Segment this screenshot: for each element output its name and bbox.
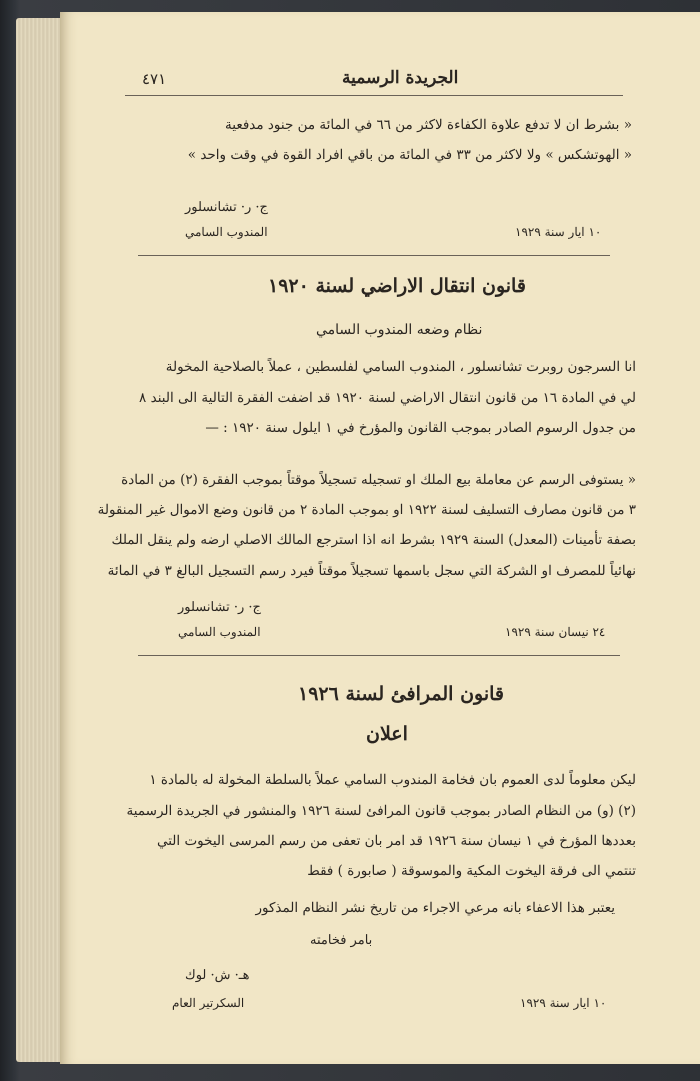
s3-para1-line-1: ليكن معلوماً لدى العموم بان فخامة المندوب السامي عملاً بالسلطة المخولة له بالمادة ١ [149, 772, 636, 788]
s1-date: ١٠ ايار سنة ١٩٢٩ [515, 225, 602, 239]
s2-rule [138, 655, 620, 656]
s2-para1-line-2: لي في المادة ١٦ من قانون انتقال الاراضي لسنة ١٩٢٠ قد اضفت الفقرة التالية الى البند ٨ [139, 390, 636, 406]
page-number: ٤٧١ [142, 70, 167, 88]
s1-rule [138, 255, 610, 256]
s3-para1-line-4: تنتمي الى فرقة اليخوت المكية والموسوقة ( صابورة ) فقط [307, 863, 636, 879]
s2-para2-line-4: نهائياً للمصرف او الشركة التي سجل باسمها تسجيلاً موقتاً فيرد رسم التسجيل البالغ ٣ في المائة [107, 563, 636, 579]
s2-para1-line-3: من جدول الرسوم الصادر بموجب القانون والمؤرخ في ١ ايلول سنة ١٩٢٠ : — [205, 420, 636, 436]
s1-line-1: « بشرط ان لا تدفع علاوة الكفاءة لاكثر من ٦٦ في المائة من جنود مدفعية [225, 117, 632, 133]
s3-date: ١٠ ايار سنة ١٩٢٩ [520, 996, 607, 1010]
s2-para2-line-1: « يستوفى الرسم عن معاملة بيع الملك او تسجيله تسجيلاً موقتاً بموجب الفقرة (٢) من المادة [121, 472, 636, 488]
s3-para1-line-2: (٢) (و) من النظام الصادر بموجب قانون المرافئ لسنة ١٩٢٦ والمنشور في الجريدة الرسمية [126, 803, 636, 819]
s2-date: ٢٤ نيسان سنة ١٩٢٩ [505, 625, 606, 639]
header-rule [125, 95, 623, 96]
s1-signer-name: ج· ر· تشانسلور [185, 200, 268, 215]
s3-para1-line-3: بعددها المؤرخ في ١ نيسان سنة ١٩٢٦ قد امر بان تعفى من رسم المرسى اليخوت التي [156, 833, 636, 849]
s3-signer-name: هـ· ش· لوك [185, 968, 250, 983]
s1-signer-title: المندوب السامي [185, 225, 268, 239]
s3-para2: يعتبر هذا الاعفاء بانه مرعي الاجراء من تاريخ نشر النظام المذكور [255, 900, 615, 916]
journal-title: الجريدة الرسمية [342, 68, 459, 88]
s1-line-2: « الهوتشكس » ولا لاكثر من ٣٣ في المائة من باقي افراد القوة في وقت واحد » [187, 147, 632, 163]
s3-by-order: بامر فخامته [310, 933, 373, 948]
s2-para1-line-1: انا السرجون روبرت تشانسلور ، المندوب السامي لفلسطين ، عملاً بالصلاحية المخولة [165, 359, 636, 375]
s2-signer-title: المندوب السامي [178, 625, 261, 639]
s2-para2-line-2: ٣ من قانون مصارف التسليف لسنة ١٩٢٢ او بموجب المادة ٢ من قانون وضع الاموال غير المنقولة [97, 502, 636, 518]
document-page [60, 12, 700, 1064]
s2-title: قانون انتقال الاراضي لسنة ١٩٢٠ [268, 275, 526, 297]
s2-signer-name: ج· ر· تشانسلور [178, 600, 261, 615]
s3-signer-title: السكرتير العام [172, 996, 245, 1010]
s3-subtitle: اعلان [366, 723, 408, 745]
s3-title: قانون المرافئ لسنة ١٩٢٦ [298, 683, 504, 705]
s2-subtitle: نظام وضعه المندوب السامي [316, 322, 483, 338]
s2-para2-line-3: بصفة تأمينات (المعدل) السنة ١٩٢٩ بشرط انه اذا استرجع المالك الاصلي ارضه ولم ينقل الملك [111, 532, 636, 548]
